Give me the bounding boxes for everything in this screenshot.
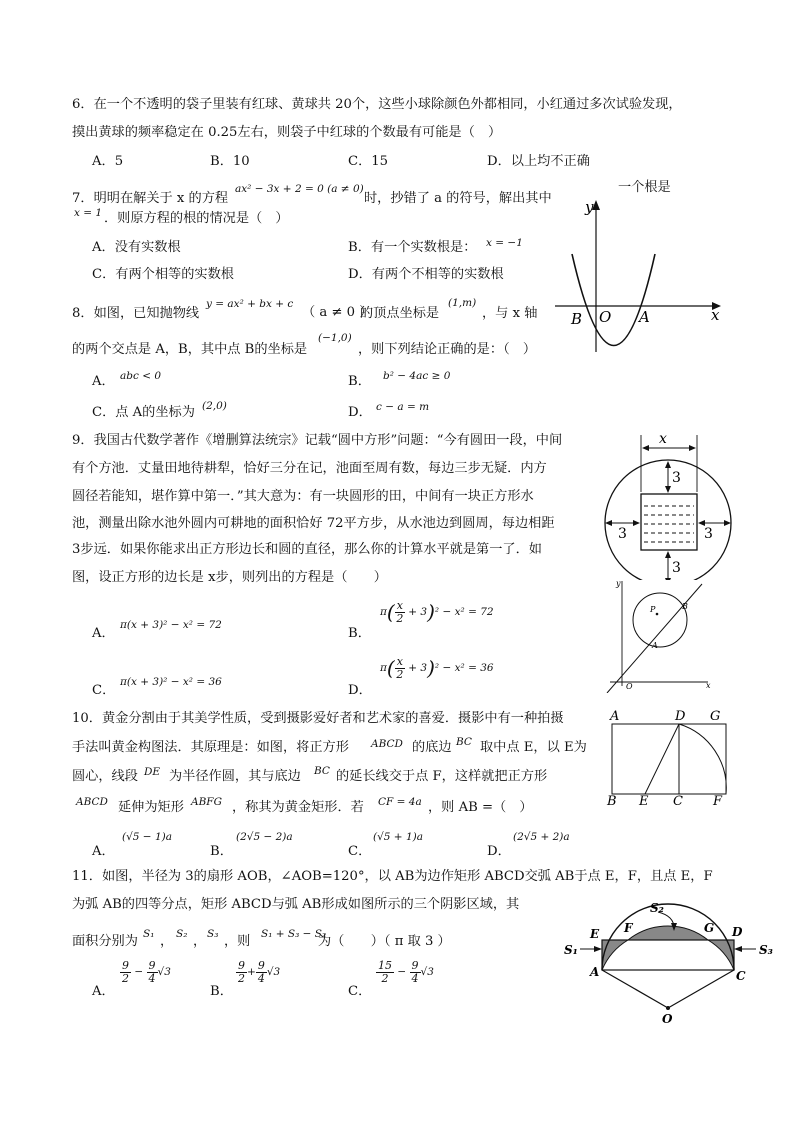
q8-condition: （ a ≠ 0 ）	[302, 305, 373, 320]
q7-line1-a: 7．明明在解关于 x 的方程	[72, 191, 229, 206]
q11-option-b-label: B．	[210, 984, 233, 999]
q7-equation: ax² − 3x + 2 = 0 (a ≠ 0)	[235, 183, 364, 195]
q7-option-d: D．有两个不相等的实数根	[348, 267, 504, 282]
pond-label-bottom3: 3	[672, 560, 681, 576]
q9-option-b-label: B．	[348, 626, 371, 641]
parabola-label-x: x	[711, 306, 720, 324]
q11-line3-b: ，则	[224, 934, 251, 949]
q9-line-6: 图，设正方形的边长是 x步，则列出的方程是（ ）	[72, 570, 387, 585]
q9-option-a-math: π(x + 3)² − x² = 72	[120, 619, 222, 631]
q7-line2-eq: x = 1	[74, 207, 103, 219]
q11-option-c-label: C．	[348, 984, 372, 999]
sector-label-c: C	[736, 969, 746, 983]
sector-label-s3: S₃	[759, 943, 773, 957]
golden-label-e: E	[639, 794, 649, 806]
q8-option-c-math: (2,0)	[202, 400, 227, 412]
golden-label-g: G	[710, 709, 721, 724]
q10-line4-a: 延伸为矩形	[118, 800, 184, 815]
golden-label-a: A	[610, 709, 620, 724]
circle-line-label-p: P	[650, 605, 656, 614]
q11-c-tail: √3	[420, 966, 434, 979]
q6-line2: 摸出黄球的频率稳定在 0.25左右，则袋子中红球的个数最有可能是（ ）	[72, 125, 502, 140]
q10-line3-a: 圆心，线段	[72, 769, 138, 784]
q11-b-d2: 4	[257, 971, 265, 985]
q9-option-b-math: π( $\frac{x}{2}$ + 3)² − x² = 72	[380, 599, 494, 625]
q9-option-a-label: A．	[92, 626, 115, 641]
q11-b-frac2	[256, 960, 267, 984]
q10-line4-c: ，则 AB =（ ）	[428, 800, 533, 815]
circle-line-label-b: B	[682, 602, 688, 611]
sector-label-s2: S₂	[650, 901, 664, 915]
q10-line2-a: 手法叫黄金构图法．其原理是：如图，将正方形	[72, 740, 349, 755]
q6-option-b: B．10	[210, 154, 250, 169]
q10-abcd: ABCD	[371, 738, 403, 750]
sector-label-d: D	[732, 925, 743, 939]
q9-option-b-plus3: + 3	[408, 606, 428, 619]
q11-line3-c: 为（ ）（ π 取 3 ）	[318, 934, 451, 949]
q11-line2: 为弧 AB的四等分点，矩形 ABCD与弧 AB形成如图所示的三个阴影区域，其	[72, 897, 520, 912]
pond-label-x: x	[659, 431, 667, 447]
q9-option-d-frac-den: 2	[396, 667, 404, 681]
q11-s3: S₃	[207, 928, 219, 940]
q11-a-n2: 9	[148, 959, 156, 972]
q7-line2: ．则原方程的根的情况是（ ）	[104, 211, 289, 226]
q10-option-b-math: (2√5 − 2)a	[236, 831, 293, 843]
q11-line1: 11．如图，半径为 3的扇形 AOB，∠AOB=120°，以 AB为边作矩形 ABCD交弧 AB于点 E，F，且点 E，F	[72, 869, 713, 884]
q9-option-d-tail: ² − x² = 36	[434, 662, 494, 675]
q9-option-d-plus3: + 3	[408, 662, 428, 675]
parabola-label-b: B	[571, 310, 583, 328]
q10-option-d-math: (2√5 + 2)a	[513, 831, 570, 843]
q9-option-b-pi: π	[380, 606, 387, 619]
q11-c-frac1	[376, 960, 394, 984]
golden-label-d: D	[675, 709, 686, 724]
q10-bc2: BC	[314, 765, 330, 777]
q11-option-a-math	[120, 960, 171, 984]
q8-option-d-math: c − a = m	[376, 401, 430, 413]
q11-b-sign: +	[247, 966, 256, 979]
q8-option-c: C．点 A的坐标为	[92, 405, 195, 420]
q11-b-n2: 9	[257, 959, 265, 972]
q8-b-coordinate: (−1,0)	[318, 332, 352, 344]
q10-line4-b: ，称其为黄金矩形．若	[232, 800, 364, 815]
q11-a-d1: 2	[122, 971, 129, 985]
circle-line-label-x: x	[706, 681, 711, 690]
q9-line-3: 圆径若能知，堪作算中第一．”其大意为：有一块圆形的田，中间有一块正方形水	[72, 489, 534, 504]
parabola-figure	[555, 192, 735, 362]
q8-option-b-label: B．	[348, 374, 371, 389]
sector-label-s1: S₁	[564, 943, 578, 957]
q9-option-d-pi: π	[380, 662, 387, 675]
q8-option-d-label: D．	[348, 405, 372, 420]
q10-option-a-label: A．	[92, 844, 115, 859]
q6-option-c: C．15	[348, 154, 389, 169]
circle-line-label-o: O	[626, 682, 633, 691]
parabola-label-y: y	[585, 198, 594, 216]
sector-figure	[558, 898, 788, 1028]
q9-option-b-tail: ² − x² = 72	[434, 606, 494, 619]
q11-option-c-math	[376, 960, 434, 984]
q11-comma2: ，	[193, 934, 207, 949]
pond-label-top3: 3	[672, 470, 681, 486]
q10-option-c-math: (√5 + 1)a	[373, 831, 423, 843]
q9-option-b-frac-den: 2	[396, 611, 404, 625]
q9-option-d-math: π( $\frac{x}{2}$ + 3)² − x² = 36	[380, 655, 494, 681]
q11-c-n2: 9	[411, 959, 419, 972]
q9-option-d-frac-num: x	[396, 655, 403, 668]
q10-abfg: ABFG	[191, 796, 222, 808]
q9-line-5: 3步远．如果你能求出正方形边长和圆的直径，那么你的计算水平就是第一了．如	[72, 542, 542, 557]
q9-option-c-math: π(x + 3)² − x² = 36	[120, 676, 222, 688]
q9-option-d-label: D．	[348, 683, 372, 698]
q11-c-sign: −	[397, 966, 407, 979]
q10-line1: 10．黄金分割由于其美学性质，受到摄影爱好者和艺术家的喜爱．摄影中有一种拍摄	[72, 711, 564, 726]
q9-option-b-fraction	[395, 600, 405, 624]
q10-line2-b: 的底边	[412, 740, 452, 755]
q10-line3-c: 的延长线交于点 F，这样就把正方形	[336, 769, 548, 784]
q11-expression: S₁ + S₃ − S₂	[261, 928, 327, 940]
q8-option-a-label: A．	[92, 374, 115, 389]
circle-line-label-y: y	[616, 579, 621, 588]
q11-a-d2: 4	[148, 971, 156, 985]
q9-option-d-fraction	[395, 656, 405, 680]
q11-line3-a: 面积分别为	[72, 934, 138, 949]
q6-option-a: A．5	[92, 154, 124, 169]
sector-label-o: O	[662, 1012, 673, 1026]
q11-c-frac2	[410, 960, 421, 984]
q11-a-tail: √3	[157, 966, 171, 979]
q9-line-1: 9．我国古代数学著作《增删算法统宗》记载“圆中方形”问题：“今有圆田一段，中间	[72, 433, 563, 448]
golden-rectangle-figure	[603, 706, 743, 806]
circle-line-figure	[602, 578, 712, 693]
circle-line-label-a: A	[652, 641, 658, 650]
q10-option-b-label: B．	[210, 844, 233, 859]
pond-label-left3: 3	[618, 526, 627, 542]
q8-line1-a: 8．如图，已知抛物线	[72, 306, 200, 321]
q11-b-d1: 2	[238, 971, 245, 985]
golden-label-c: C	[673, 794, 683, 806]
q11-c-d2: 4	[411, 971, 419, 985]
q10-line3-b: 为半径作圆，其与底边	[169, 769, 301, 784]
q7-option-a: A．没有实数根	[92, 240, 181, 255]
sector-label-a: A	[590, 965, 600, 979]
q11-b-n1: 9	[238, 959, 245, 972]
q8-line1-b: 的顶点坐标是	[360, 306, 440, 321]
sector-label-g: G	[704, 921, 715, 935]
q11-comma1: ，	[160, 934, 174, 949]
golden-label-f: F	[713, 794, 723, 806]
q7-option-c: C．有两个相等的实数根	[92, 267, 234, 282]
q8-equation: y = ax² + bx + c	[206, 298, 294, 310]
q10-option-d-label: D．	[487, 844, 511, 859]
golden-label-b: B	[607, 794, 617, 806]
q10-line2-c: 取中点 E，以 E为	[480, 740, 587, 755]
q11-b-frac1	[236, 960, 247, 984]
q10-bc: BC	[456, 736, 472, 748]
q6-option-d: D．以上均不正确	[487, 154, 590, 169]
q7-option-b: B．有一个实数根是：	[348, 240, 477, 255]
q10-de: DE	[144, 766, 161, 778]
q10-line4-abcd: ABCD	[76, 796, 108, 808]
q8-vertex: (1,m)	[448, 297, 477, 309]
sector-label-f: F	[624, 921, 633, 935]
q7-line1-c: 一个根是	[618, 180, 671, 195]
q7-option-b-math: x = −1	[486, 237, 523, 249]
q8-line2-b: ，则下列结论正确的是：（ ）	[358, 342, 537, 357]
q9-line-4: 池，测量出除水池外圆内可耕地的面积恰好 72平方步，从水池边到圆周，每边相距	[72, 516, 555, 531]
q11-a-frac2	[147, 960, 158, 984]
q11-s1: S₁	[143, 928, 155, 940]
q9-option-b-frac-num: x	[396, 599, 403, 612]
q7-line1-b: 时，抄错了 a 的符号，解出其中	[364, 191, 552, 206]
q6-line1: 6．在一个不透明的袋子里装有红球、黄球共 20个，这些小球除颜色外都相同，小红通过多次试验发现，	[72, 97, 682, 112]
parabola-label-a: A	[639, 308, 650, 326]
q8-line1-c: ，与 x 轴	[482, 306, 538, 321]
q10-cf: CF = 4a	[378, 796, 422, 808]
circle-square-figure	[598, 430, 738, 580]
q11-option-a-label: A．	[92, 984, 115, 999]
q11-a-n1: 9	[122, 959, 129, 972]
q11-a-frac1	[120, 960, 131, 984]
parabola-label-o: O	[599, 308, 612, 326]
q11-c-d1: 2	[381, 971, 389, 985]
q9-line-2: 有个方池．丈量田地待耕犁，恰好三分在记，池面至周有数，每边三步无疑．内方	[72, 461, 547, 476]
q11-s2: S₂	[176, 928, 188, 940]
q8-line2-a: 的两个交点是 A，B，其中点 B的坐标是	[72, 342, 308, 357]
q10-option-a-math: (√5 − 1)a	[122, 831, 172, 843]
q11-b-tail: √3	[266, 966, 281, 979]
q8-option-a-math: abc < 0	[120, 370, 162, 382]
q10-option-c-label: C．	[348, 844, 372, 859]
q11-a-sign: −	[134, 966, 144, 979]
q8-option-b-math: b² − 4ac ≥ 0	[383, 370, 451, 382]
q9-option-c-label: C．	[92, 683, 116, 698]
sector-label-e: E	[590, 927, 600, 941]
pond-label-right3: 3	[704, 526, 713, 542]
q11-c-n1: 15	[378, 959, 392, 972]
q11-option-b-math	[236, 960, 280, 984]
